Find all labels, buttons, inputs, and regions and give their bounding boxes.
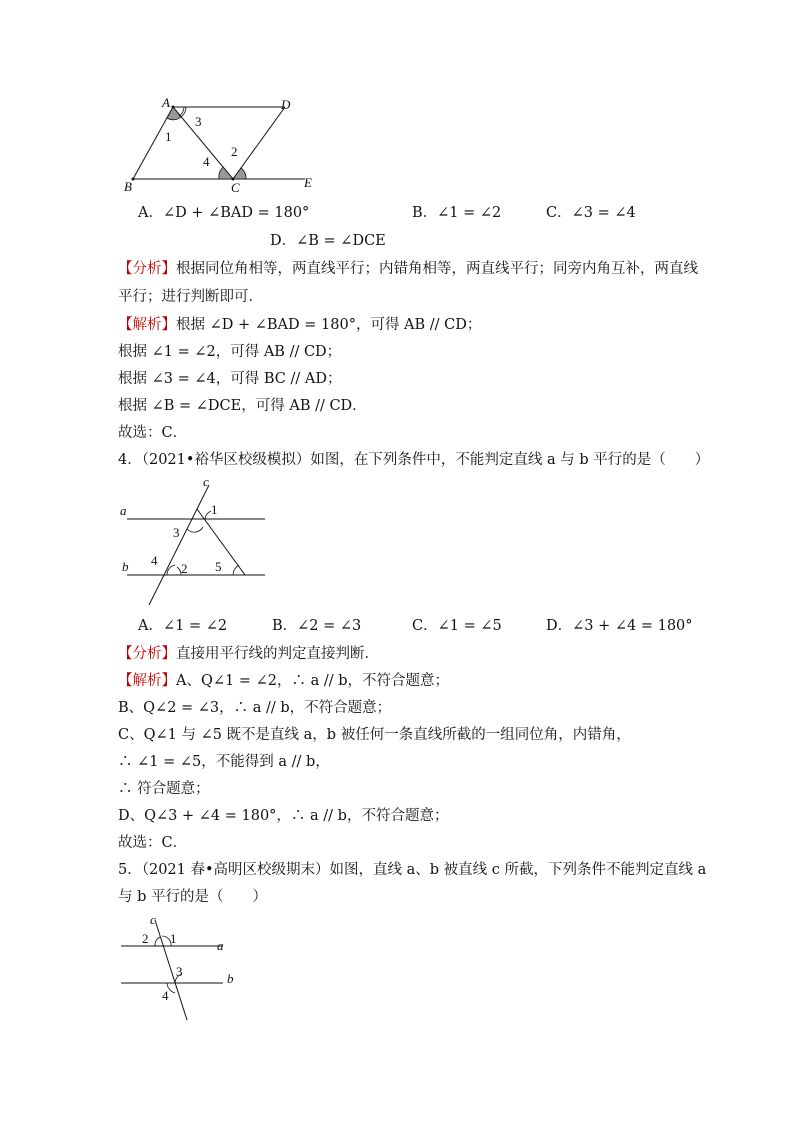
label-B: B xyxy=(124,179,132,194)
analysis-tag: 【分析】 xyxy=(118,261,176,277)
q4-stem: 4．（2021•裕华区校级模拟）如图，在下列条件中，不能判定直线 a 与 b 平行的是（ ） xyxy=(118,452,710,468)
label-4: 4 xyxy=(203,154,210,169)
label-4: 4 xyxy=(162,988,169,1003)
label-A: A xyxy=(162,95,170,110)
figure-q4 xyxy=(115,475,285,605)
label-3: 3 xyxy=(176,964,183,979)
q4-option-d: D．∠3 + ∠4 = 180° xyxy=(546,618,693,634)
label-D: D xyxy=(281,97,291,112)
q3-solution-line-2: 根据 ∠1 = ∠2，可得 AB // CD； xyxy=(118,344,342,360)
label-2: 2 xyxy=(181,561,188,576)
label-1: 1 xyxy=(170,931,177,946)
q3-solution-line-3: 根据 ∠3 = ∠4，可得 BC // AD； xyxy=(118,371,342,387)
figure-q5 xyxy=(115,912,255,1022)
q4-option-a: A．∠1 = ∠2 xyxy=(138,618,228,634)
q3-analysis-line-2: 平行；进行判断即可． xyxy=(118,289,263,305)
q3-solution-line-1: 【解析】根据 ∠D + ∠BAD = 180°，可得 AB // CD； xyxy=(118,317,482,333)
analysis-tag: 【分析】 xyxy=(118,646,176,662)
solution-tag: 【解析】 xyxy=(118,317,176,333)
q3-option-a: A．∠D + ∠BAD = 180° xyxy=(138,205,310,221)
q5-stem-line-1: 5．（2021 春•高明区校级期末）如图，直线 a、b 被直线 c 所截，下列条件不能判定直线 a xyxy=(118,862,707,878)
label-C: C xyxy=(231,180,240,195)
q4-solution-line-2: B、Q∠2 = ∠3，∴ a // b，不符合题意； xyxy=(118,700,392,716)
q4-solution-line-3: C、Q∠1 与 ∠5 既不是直线 a，b 被任何一条直线所截的一组同位角，内错角， xyxy=(118,727,631,743)
label-1: 1 xyxy=(165,129,172,144)
label-c: c xyxy=(150,912,156,927)
q4-solution-line-6: D、Q∠3 + ∠4 = 180°，∴ a // b，不符合题意； xyxy=(118,808,449,824)
label-a: a xyxy=(217,938,224,953)
label-2: 2 xyxy=(142,931,149,946)
q4-solution-line-1: 【解析】A、Q∠1 = ∠2，∴ a // b，不符合题意； xyxy=(118,673,449,689)
q4-solution-line-5: ∴ 符合题意； xyxy=(118,781,210,797)
q4-answer: 故选：C． xyxy=(118,835,188,851)
q3-answer: 故选：C． xyxy=(118,425,188,441)
label-3: 3 xyxy=(173,525,180,540)
q3-option-d: D．∠B = ∠DCE xyxy=(270,233,386,249)
label-a: a xyxy=(120,503,127,518)
q4-option-c: C．∠1 = ∠5 xyxy=(412,618,502,634)
label-2: 2 xyxy=(231,144,238,159)
label-c: c xyxy=(203,475,209,489)
label-5: 5 xyxy=(215,559,222,574)
q3-option-b: B．∠1 = ∠2 xyxy=(412,205,502,221)
q3-option-c: C．∠3 = ∠4 xyxy=(546,205,636,221)
label-b: b xyxy=(227,971,234,986)
label-1: 1 xyxy=(211,502,218,517)
q4-analysis: 【分析】直接用平行线的判定直接判断． xyxy=(118,646,379,662)
label-3: 3 xyxy=(195,114,202,129)
q3-solution-line-4: 根据 ∠B = ∠DCE，可得 AB // CD． xyxy=(118,398,367,414)
solution-tag: 【解析】 xyxy=(118,673,176,689)
q4-option-b: B．∠2 = ∠3 xyxy=(272,618,362,634)
q3-analysis-line-1: 【分析】根据同位角相等，两直线平行；内错角相等，两直线平行；同旁内角互补，两直线 xyxy=(118,261,698,277)
figure-parallelogram xyxy=(115,95,355,195)
label-4: 4 xyxy=(151,553,158,568)
q4-solution-line-4: ∴ ∠1 = ∠5，不能得到 a // b， xyxy=(118,754,330,770)
label-E: E xyxy=(304,175,312,190)
q5-stem-line-2: 与 b 平行的是（ ） xyxy=(118,889,267,905)
label-b: b xyxy=(122,559,129,574)
